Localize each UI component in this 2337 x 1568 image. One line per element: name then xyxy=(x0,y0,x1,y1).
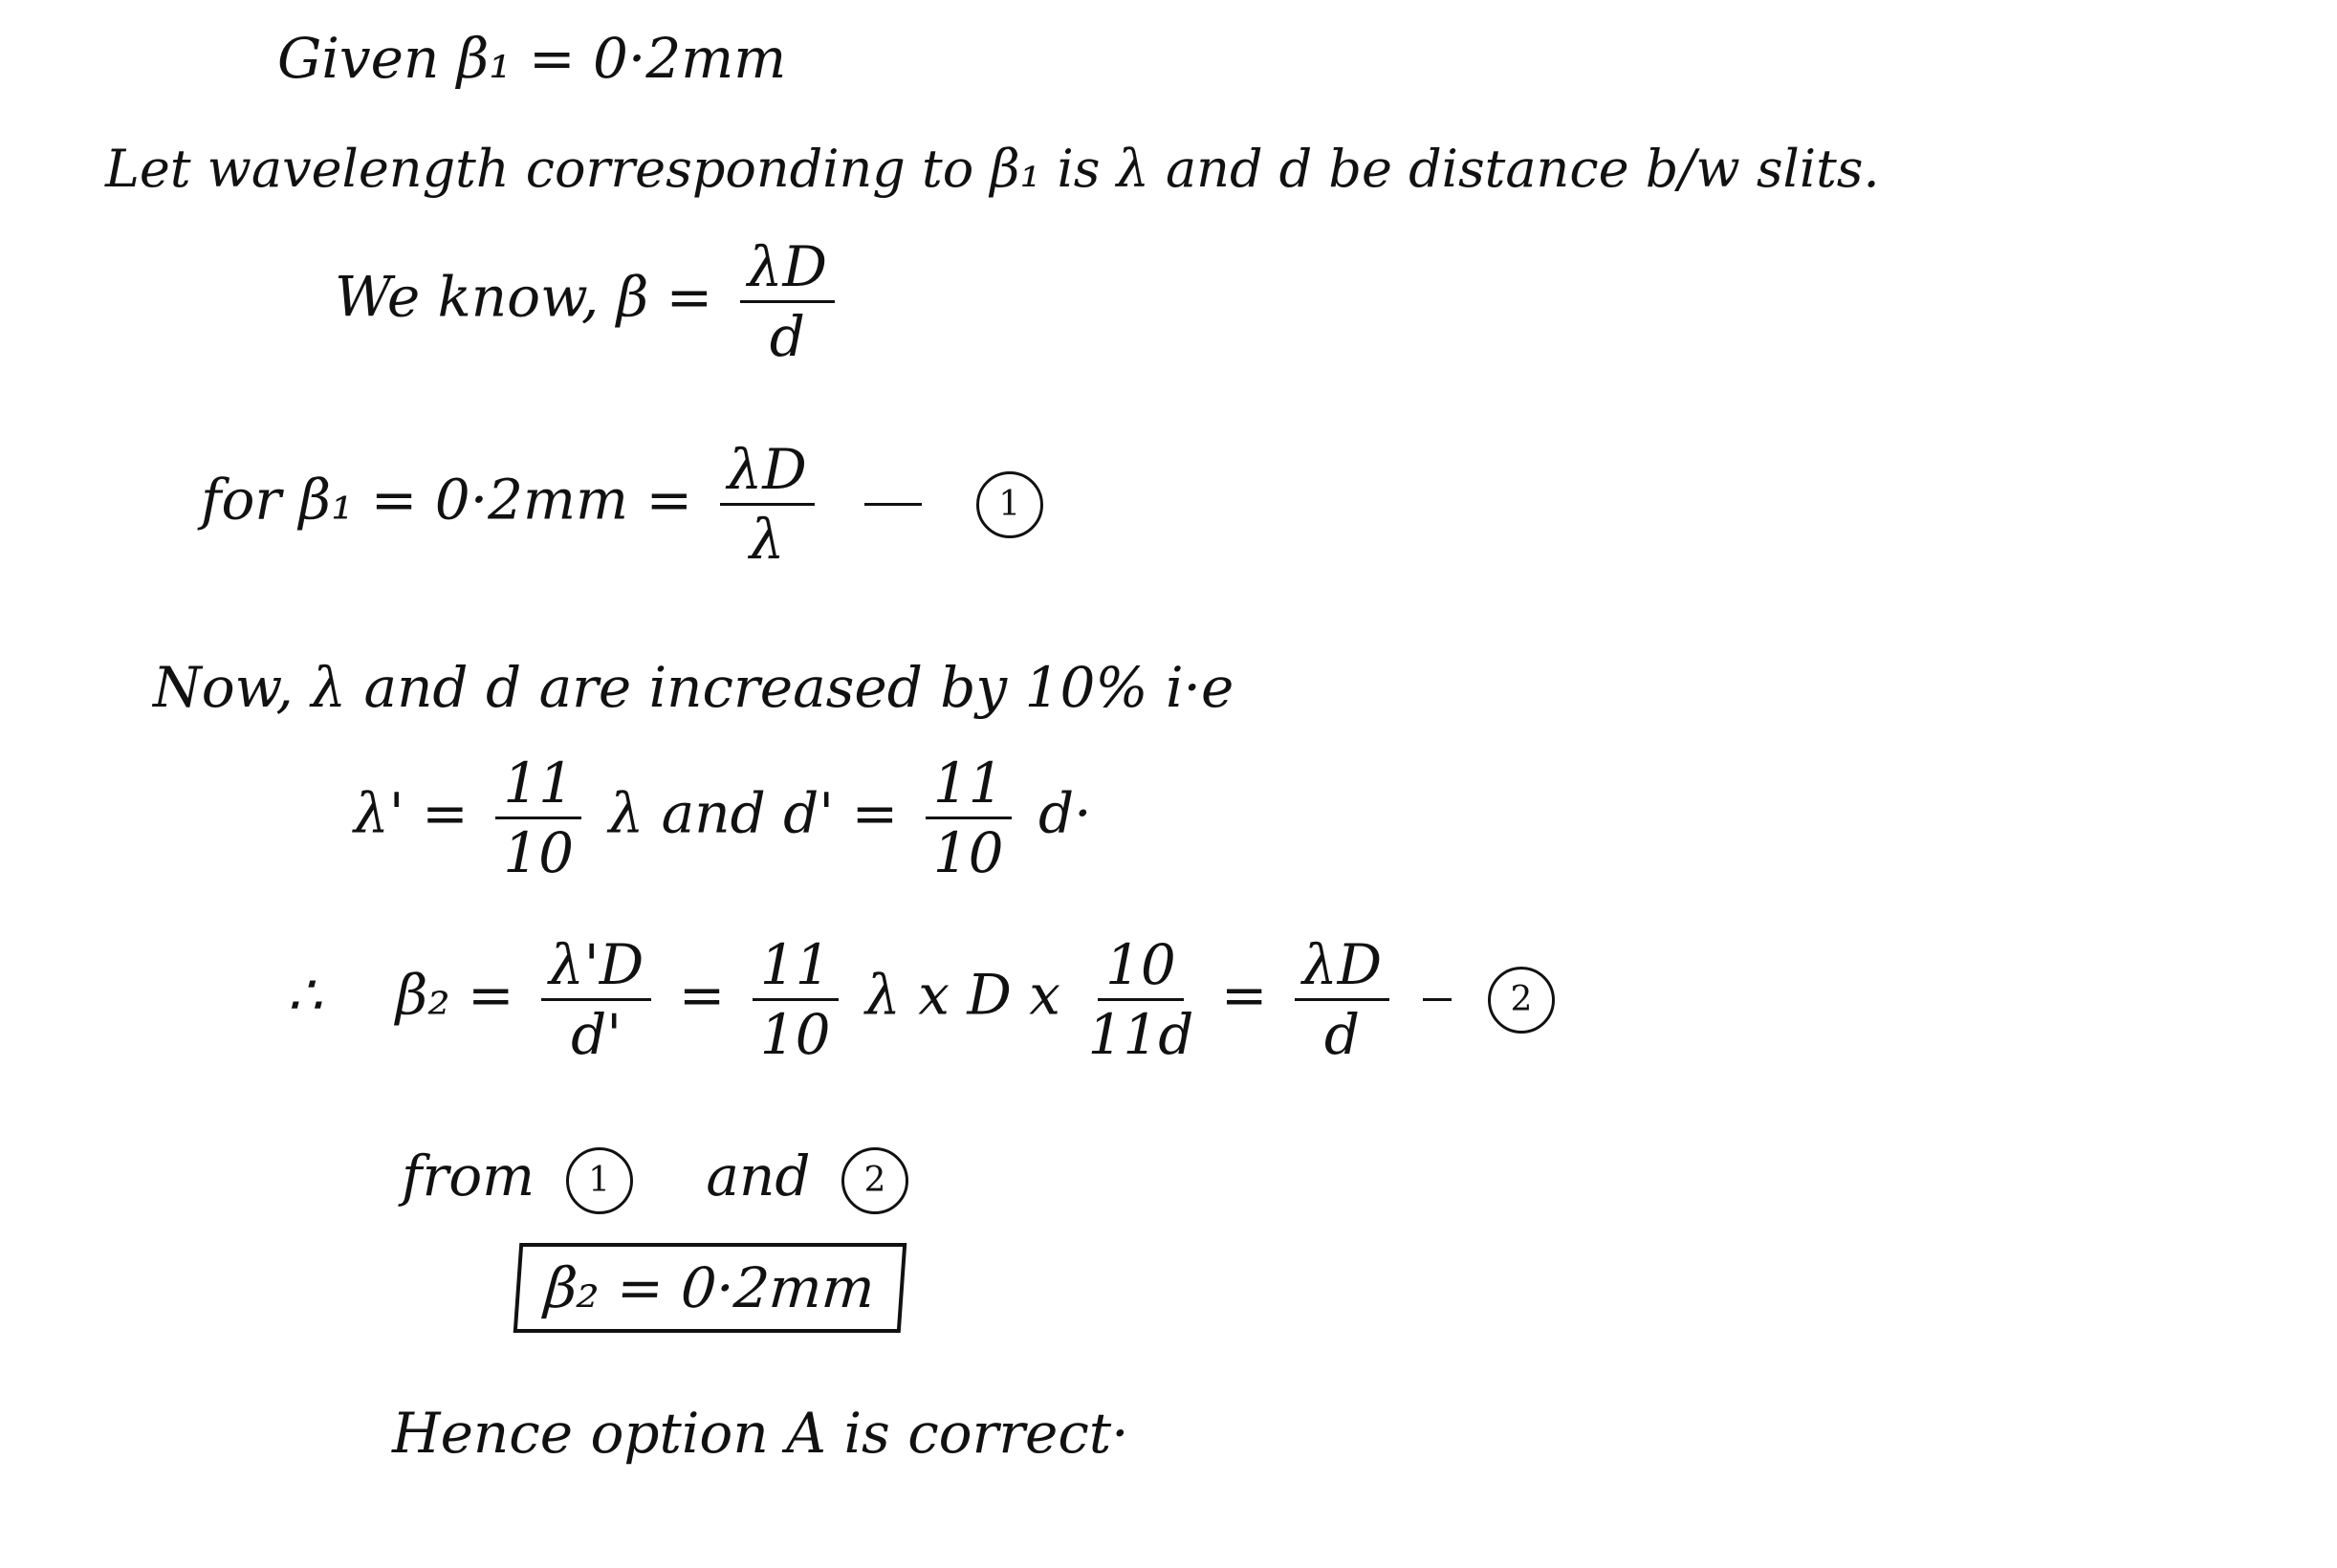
equation-2-line xyxy=(287,932,1555,1067)
result-fraction xyxy=(1295,932,1389,1067)
result-text: β₂ = 0·2mm xyxy=(542,1255,877,1320)
ref-tag-2: 2 xyxy=(841,1147,908,1214)
fraction-denominator: d xyxy=(769,304,805,369)
fraction-denominator: 11d xyxy=(1087,1002,1194,1067)
fraction-denominator: 10 xyxy=(503,820,574,885)
fraction-denominator: d xyxy=(1323,1002,1361,1067)
and-word: and xyxy=(706,1143,811,1209)
definition-line: Let wavelength corresponding to β₁ is λ and d be distance b/w slits. xyxy=(105,139,1880,199)
fraction-numerator: 10 xyxy=(1098,937,1184,1001)
equals-sign: = xyxy=(678,962,726,1028)
fraction-numerator: 11 xyxy=(495,755,581,819)
lambda-ratio-fraction xyxy=(495,751,581,885)
equals-sign: = xyxy=(1220,962,1268,1028)
fraction-denominator: 10 xyxy=(759,1002,831,1067)
product-text: λ x D x xyxy=(865,962,1060,1028)
d-suffix: d· xyxy=(1037,780,1092,846)
formula-fraction xyxy=(740,234,835,369)
fraction-denominator: 10 xyxy=(932,820,1004,885)
fraction-numerator: λ'D xyxy=(541,937,651,1001)
equation-1-tag: 1 xyxy=(976,471,1043,538)
formula-line xyxy=(335,234,844,369)
d-prime-prefix: λ and d' = xyxy=(608,780,899,846)
beta2-prefix: β₂ = xyxy=(395,962,514,1028)
formula-prefix: We know, β = xyxy=(335,264,713,330)
new-values-line xyxy=(354,751,1092,885)
equation-2-tag: 2 xyxy=(1488,967,1555,1034)
fraction-numerator: 11 xyxy=(753,937,839,1001)
fraction-numerator: λD xyxy=(1295,937,1389,1001)
dash-separator xyxy=(1423,998,1452,1001)
equation-1-fraction xyxy=(720,437,815,572)
fraction-numerator: 11 xyxy=(926,755,1012,819)
therefore-symbol: ∴ xyxy=(287,962,322,1028)
ref-tag-1: 1 xyxy=(566,1147,633,1214)
eleven-tenths-fraction xyxy=(753,932,839,1067)
increase-line: Now, λ and d are increased by 10% i·e xyxy=(153,655,1234,720)
fraction-numerator: λD xyxy=(740,239,835,303)
beta2-fraction xyxy=(541,932,651,1067)
equation-1-prefix: for β₁ = 0·2mm = xyxy=(201,467,693,533)
d-ratio-fraction xyxy=(926,751,1012,885)
dash-separator xyxy=(864,503,922,506)
from-line xyxy=(402,1143,908,1214)
equation-1-line xyxy=(201,437,1043,572)
given-line: Given β₁ = 0·2mm xyxy=(277,26,787,91)
from-word: from xyxy=(402,1143,535,1209)
ten-over-11d-fraction xyxy=(1087,932,1194,1067)
boxed-result xyxy=(516,1243,904,1333)
lambda-prime-prefix: λ' = xyxy=(354,780,469,846)
result-box xyxy=(513,1243,906,1333)
fraction-numerator: λD xyxy=(720,442,815,506)
fraction-denominator: λ xyxy=(749,507,785,572)
fraction-denominator: d' xyxy=(571,1002,622,1067)
conclusion-line: Hence option A is correct· xyxy=(392,1401,1129,1466)
